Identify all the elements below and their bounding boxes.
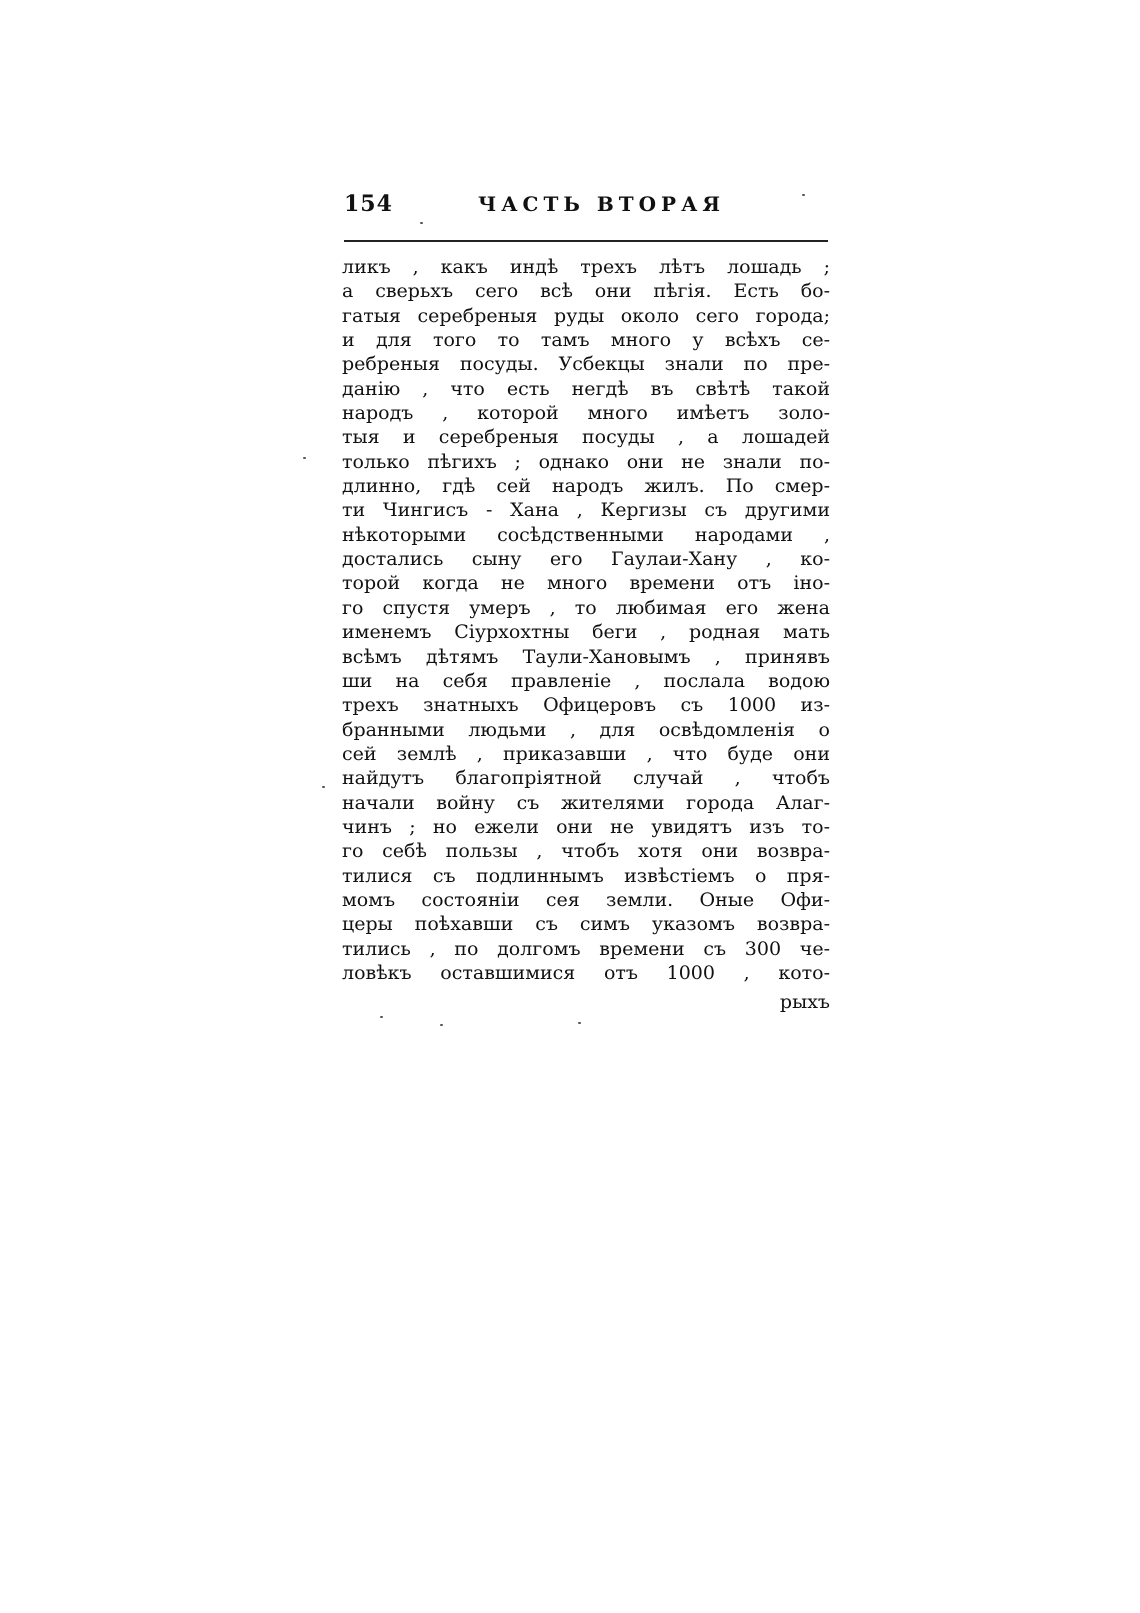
header-rule [344, 240, 828, 242]
text-line: ши на себя правленiе , послала водою [342, 669, 830, 692]
page-header [340, 186, 828, 222]
running-head: ЧАСТЬ ВТОРАЯ [478, 192, 725, 216]
text-line: момъ состоянiи сея земли. Оные Офи- [342, 888, 830, 911]
text-line: длинно, гдѣ сей народъ жилъ. По смер- [342, 475, 830, 498]
print-speck [578, 1022, 581, 1024]
print-speck [380, 1016, 383, 1018]
text-line: церы поѣхавши съ симъ указомъ возвра- [342, 913, 830, 936]
print-speck [440, 1024, 443, 1026]
text-line: всѣмъ дѣтямъ Таули-Хановымъ , принявъ [342, 645, 830, 668]
text-line: тыя и серебреныя посуды , а лошадей [342, 426, 830, 449]
print-speck [322, 786, 325, 788]
text-line: ловѣкъ оставшимися отъ 1000 , кото- [342, 961, 830, 984]
text-line: го спустя умеръ , то любимая его жена [342, 596, 830, 619]
text-line: начали войну съ жителями города Алаг- [342, 791, 830, 814]
text-line: достались сыну его Гаулаи-Хану , ко- [342, 548, 830, 571]
text-line: а сверьхъ сего всѣ они пѣгiя. Есть бо- [342, 280, 830, 303]
print-speck [802, 194, 805, 196]
text-line: бранными людьми , для освѣдомленiя о [342, 718, 830, 741]
text-line: чинъ ; но ежели они не увидятъ изъ то- [342, 815, 830, 838]
text-line: и для того то тамъ много у всѣхъ се- [342, 329, 830, 352]
text-line: именемъ Сiурхохтны беги , родная мать [342, 621, 830, 644]
text-line: тились , по долгомъ времени съ 300 че- [342, 937, 830, 960]
text-line: торой когда не много времени отъ iно- [342, 572, 830, 595]
print-speck [303, 457, 306, 459]
page-number: 154 [344, 191, 393, 217]
text-line: ти Чингисъ - Хана , Кергизы съ другими [342, 499, 830, 522]
text-line: ребреныя посуды. Усбекцы знали по пре- [342, 353, 830, 376]
text-line: данiю , что есть негдѣ въ свѣтѣ такой [342, 377, 830, 400]
text-line: го себѣ пользы , чтобъ хотя они возвра- [342, 840, 830, 863]
text-line: трехъ знатныхъ Офицеровъ съ 1000 из- [342, 694, 830, 717]
text-line: найдутъ благопрiятной случай , чтобъ [342, 767, 830, 790]
text-line: тилися съ подлиннымъ извѣстiемъ о пря- [342, 864, 830, 887]
text-line: нѣкоторыми сосѣдственными народами , [342, 523, 830, 546]
text-line: гатыя серебреныя руды около сего города; [342, 304, 830, 327]
text-line: народъ , которой много имѣетъ золо- [342, 402, 830, 425]
text-line: ликъ , какъ индѣ трехъ лѣтъ лошадь ; [342, 256, 830, 278]
body-text [342, 255, 830, 985]
text-line: сей землѣ , приказавши , что буде они [342, 742, 830, 765]
print-speck [420, 222, 423, 224]
text-line: только пѣгихъ ; однако они не знали по- [342, 450, 830, 473]
catchword: рыхъ [779, 991, 830, 1013]
